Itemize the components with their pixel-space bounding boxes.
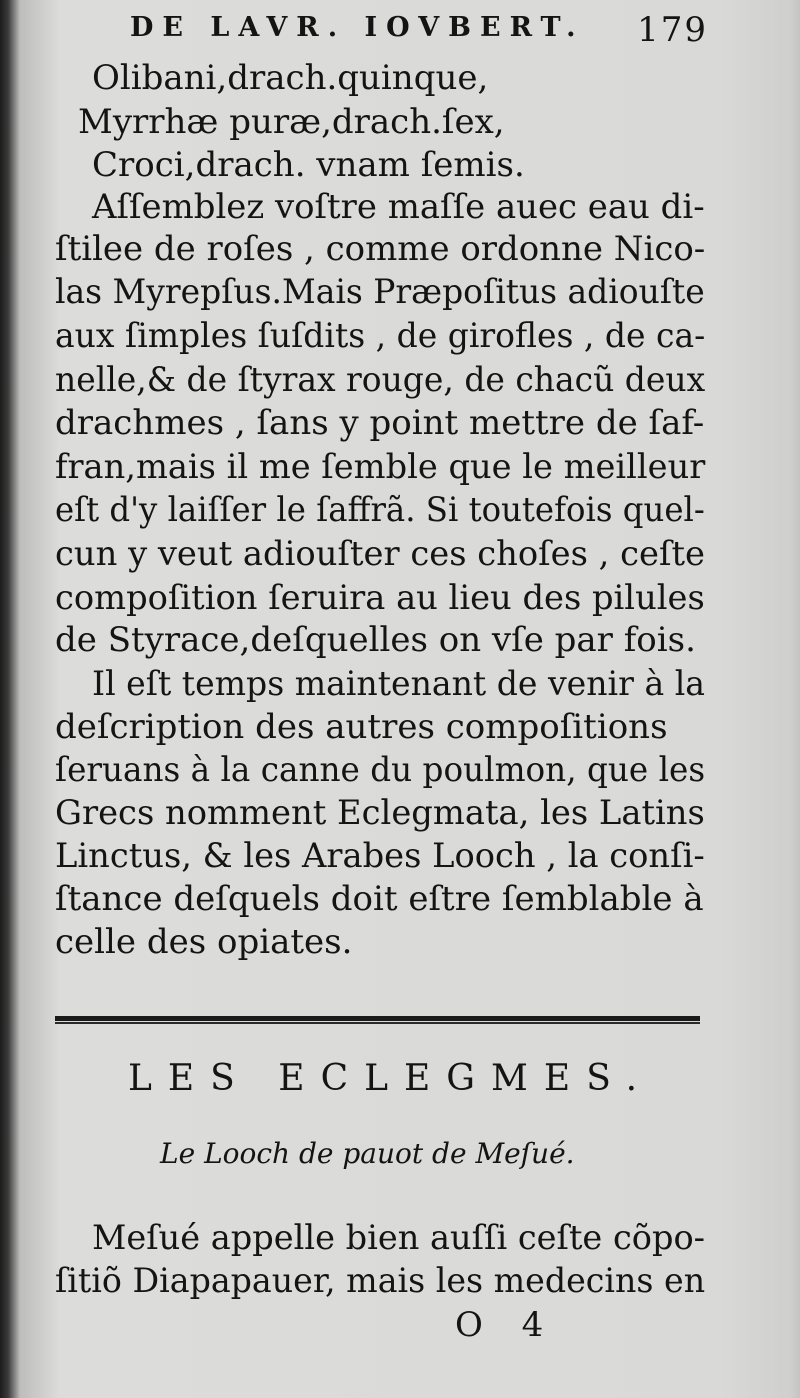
body-line: ſitiõ Diapapauer, mais les medecins en	[55, 1261, 706, 1301]
section-divider	[55, 1012, 700, 1026]
body-line: ſtilee de roſes , comme ordonne Nico-	[55, 229, 706, 269]
page-number: 179	[637, 10, 708, 50]
running-head: DE LAVR. IOVBERT.	[130, 12, 585, 43]
signature-mark: O 4	[455, 1305, 558, 1345]
body-line: Olibani,drach.quinque,	[92, 58, 489, 98]
section-subtitle: Le Looch de pauot de Meſué.	[160, 1137, 575, 1170]
body-line: Il eſt temps maintenant de venir à la	[92, 664, 706, 704]
body-line: Grecs nomment Eclegmata, les Latins	[55, 793, 705, 833]
body-line: ſeruans à la canne du poulmon, que les	[55, 750, 706, 790]
body-line: de Styrace,deſquelles on vſe par fois.	[55, 620, 696, 660]
body-line: nelle,& de ſtyrax rouge, de chacũ deux	[55, 360, 706, 400]
body-line: aux ſimples ſuſdits , de girofles , de ca-	[55, 316, 706, 356]
body-line: cun y veut adiouſter ces choſes , ceſte	[55, 534, 705, 574]
body-line: Meſué appelle bien auſſi ceſte cõpo-	[92, 1218, 705, 1258]
body-line: drachmes , ſans y point mettre de ſaf-	[55, 403, 705, 443]
divider-bar	[55, 1016, 700, 1021]
body-line: fran,mais il me ſemble que le meilleur	[55, 447, 706, 487]
body-line: compoſition ſeruira au lieu des pilules	[55, 578, 705, 618]
divider-bar-thin	[55, 1022, 700, 1024]
body-line: las Myrepſus.Mais Præpoſitus adiouſte	[55, 272, 705, 312]
body-line: deſcription des autres compoſitions	[55, 707, 668, 747]
body-line: Croci,drach. vnam ſemis.	[92, 145, 525, 185]
body-line: eſt d'y laiſſer le ſaffrã. Si toutefois quel-	[55, 490, 705, 530]
body-line: Linctus, & les Arabes Looch , la conſi-	[55, 836, 705, 876]
body-line: ſtance deſquels doit eſtre ſemblable à	[55, 879, 704, 919]
body-line: Aſſemblez voſtre maſſe auec eau di-	[92, 187, 705, 227]
body-line: Myrrhæ puræ,drach.ſex,	[78, 102, 505, 142]
body-line: celle des opiates.	[55, 922, 353, 962]
section-title: LES ECLEGMES.	[128, 1058, 654, 1099]
page-header	[130, 10, 720, 50]
